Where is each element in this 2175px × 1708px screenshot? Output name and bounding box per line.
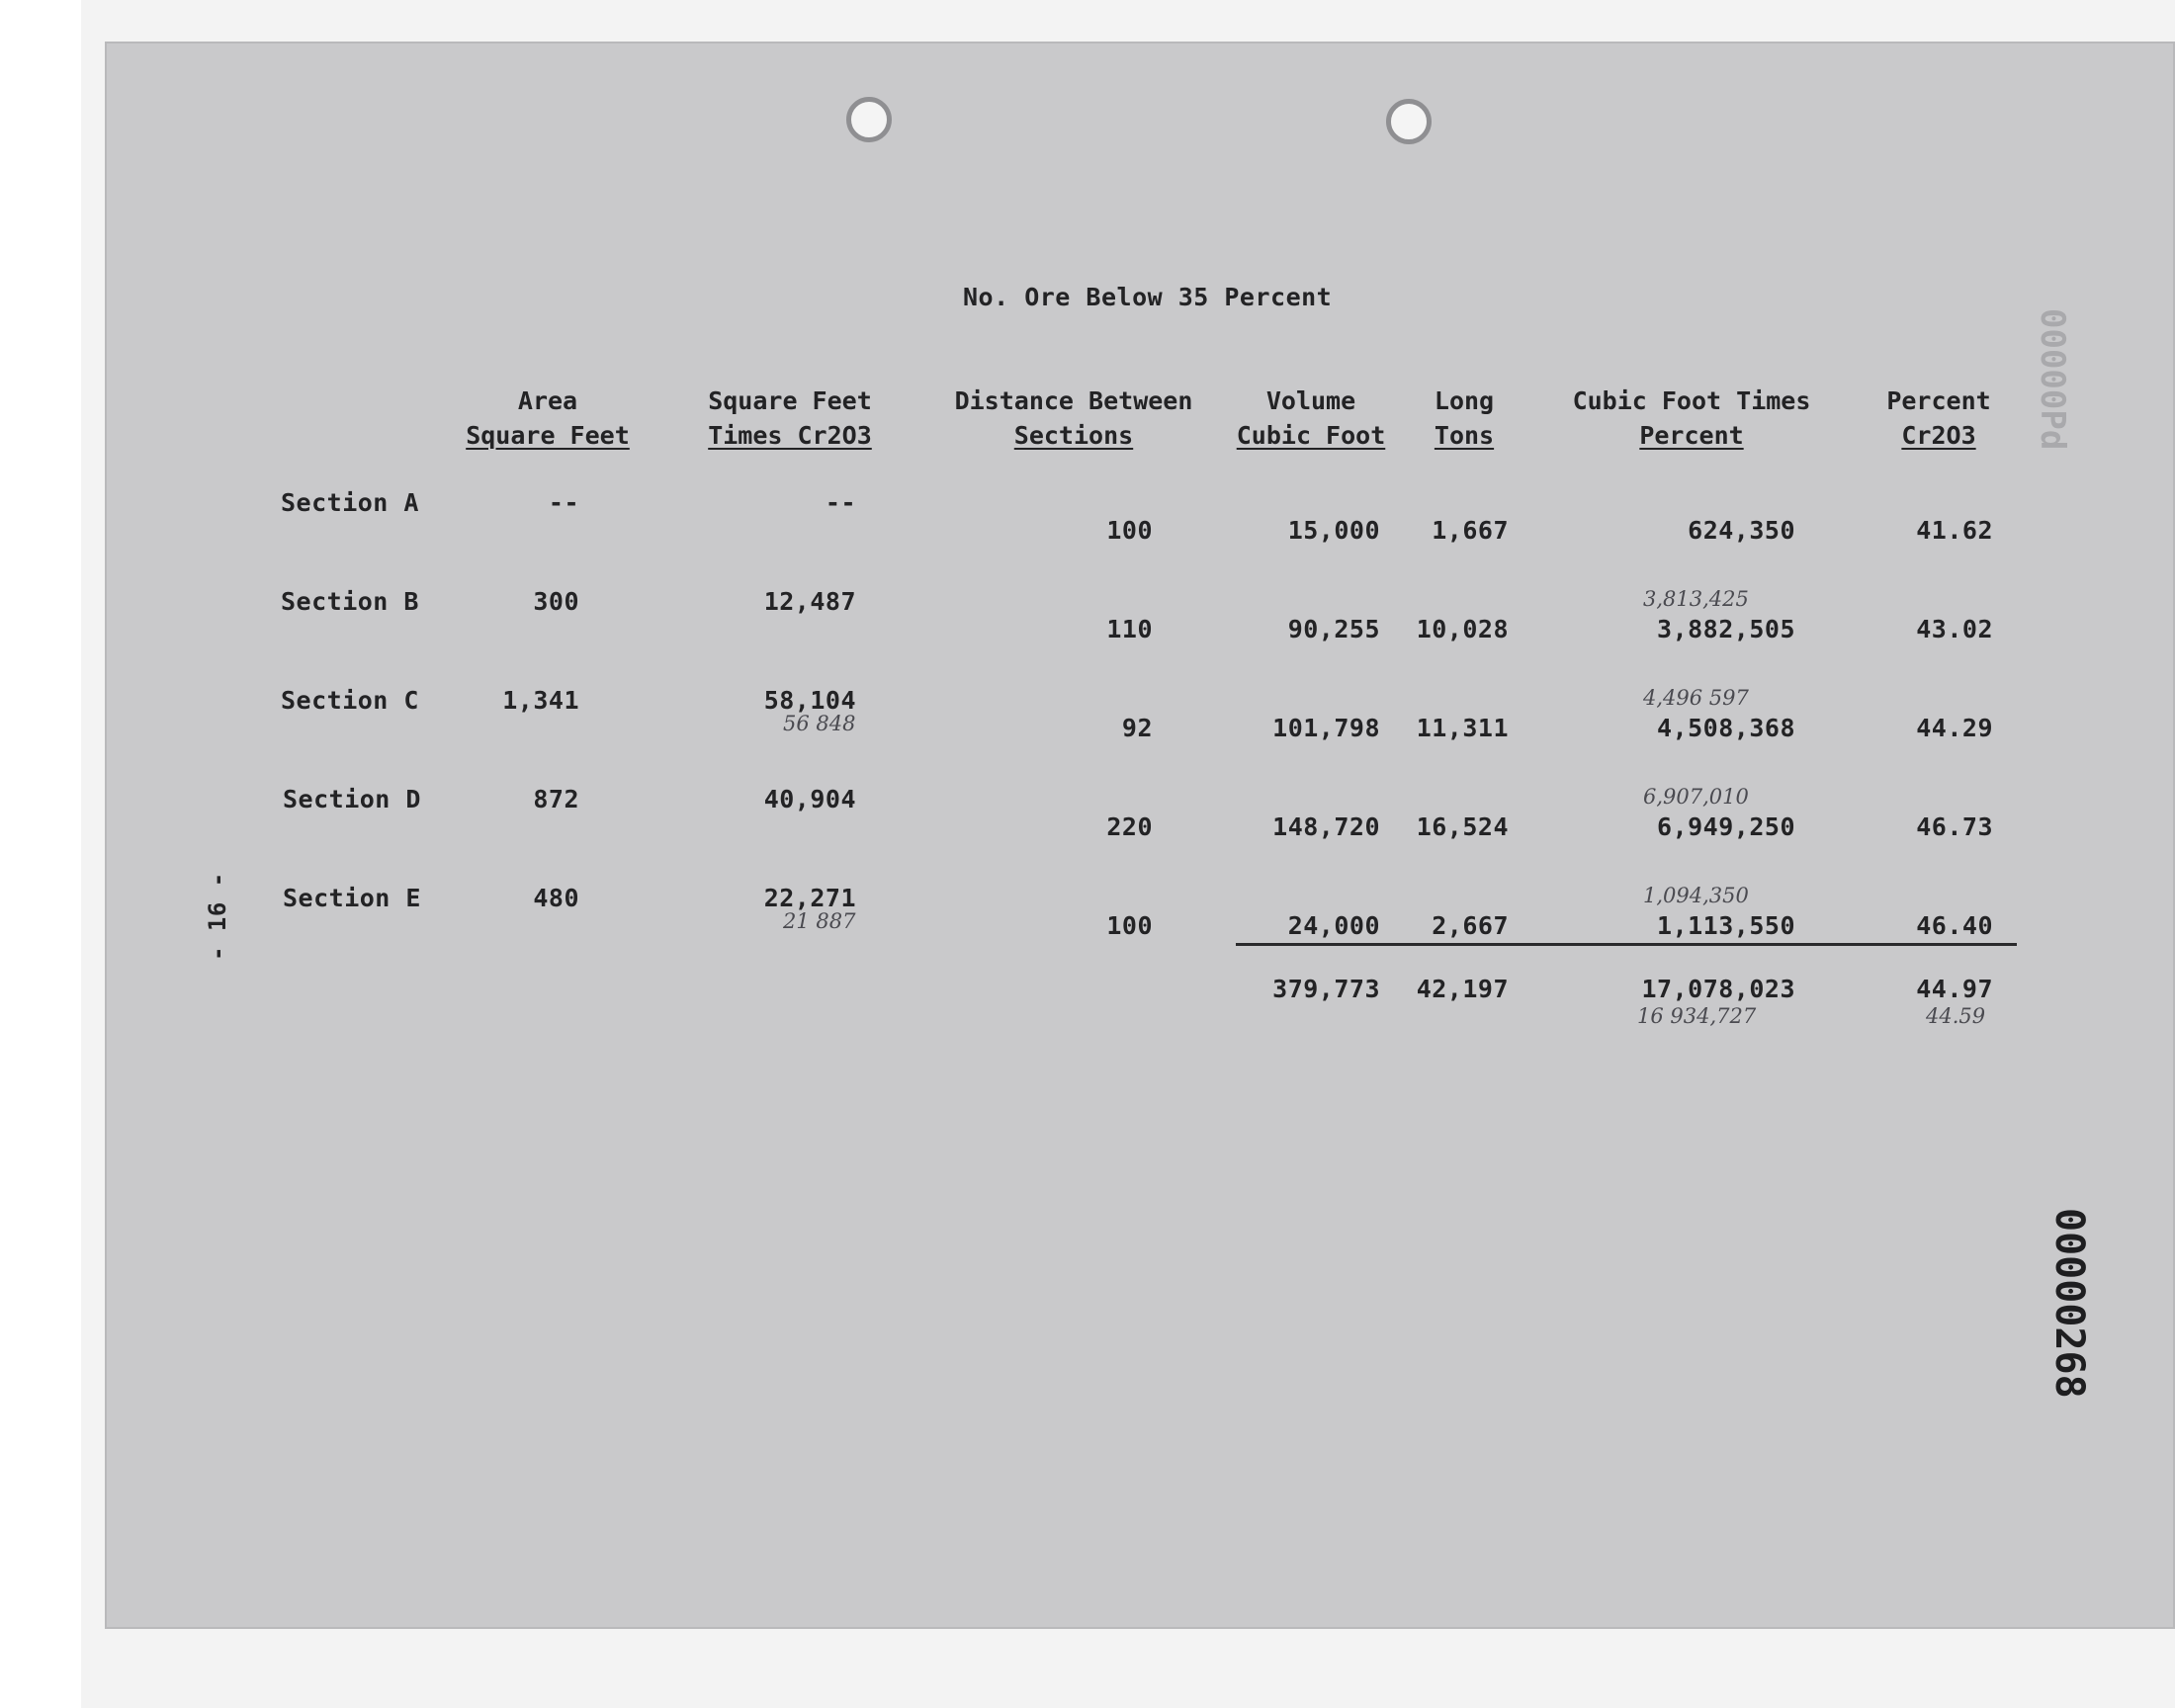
header-volume-line2: Cubic Foot	[1236, 421, 1386, 450]
handwritten-correction: 1,094,350	[1643, 884, 1749, 907]
header-percent	[1865, 384, 2013, 453]
header-distance-line1: Distance Between	[954, 386, 1193, 415]
distance-value: 100	[1106, 516, 1153, 545]
header-volume	[1222, 384, 1400, 453]
section-label: Section E	[283, 884, 421, 912]
percent-value: 44.29	[1916, 714, 1993, 742]
header-sqft-times-line2: Times Cr2O3	[708, 421, 872, 450]
punch-hole-right	[1386, 99, 1432, 144]
cubic-times-value: 1,113,550	[1657, 911, 1795, 940]
long-tons-value: 1,667	[1432, 516, 1509, 545]
header-cubic-times	[1548, 384, 1835, 453]
long-tons-value: 10,028	[1416, 615, 1509, 643]
percent-value: 46.73	[1916, 812, 1993, 841]
header-long-tons-line2: Tons	[1434, 421, 1495, 450]
volume-value: 15,000	[1287, 516, 1380, 545]
totals-rule	[1236, 943, 2017, 946]
header-volume-line1: Volume	[1265, 386, 1356, 415]
section-label: Section C	[281, 686, 419, 715]
handwritten-correction: 3,813,425	[1643, 587, 1749, 611]
percent-value: 43.02	[1916, 615, 1993, 643]
header-long-tons-line1: Long	[1434, 386, 1495, 415]
long-tons-value: 16,524	[1416, 812, 1509, 841]
header-area-line2: Square Feet	[466, 421, 630, 450]
section-label: Section B	[281, 587, 419, 616]
long-tons-value: 2,667	[1432, 911, 1509, 940]
percent-value: 46.40	[1916, 911, 1993, 940]
volume-value: 24,000	[1287, 911, 1380, 940]
area-value: 480	[533, 884, 579, 912]
header-sqft-times	[676, 384, 904, 453]
header-cubic-times-line2: Percent	[1639, 421, 1744, 450]
handwritten-correction-total: 16 934,727	[1637, 1004, 1757, 1028]
total-volume: 379,773	[1272, 975, 1380, 1003]
punch-hole-left	[846, 97, 892, 142]
header-long-tons	[1410, 384, 1519, 453]
volume-value: 90,255	[1287, 615, 1380, 643]
sqft-times-value: 40,904	[763, 785, 856, 813]
header-cubic-times-line1: Cubic Foot Times	[1572, 386, 1811, 415]
distance-value: 92	[1121, 714, 1153, 742]
sqft-times-value: 12,487	[763, 587, 856, 616]
area-value: --	[548, 488, 579, 517]
handwritten-correction: 21 887	[783, 909, 856, 933]
cubic-times-value: 4,508,368	[1657, 714, 1795, 742]
cubic-times-value: 3,882,505	[1657, 615, 1795, 643]
percent-value: 41.62	[1916, 516, 1993, 545]
total-long-tons: 42,197	[1416, 975, 1509, 1003]
volume-value: 101,798	[1272, 714, 1380, 742]
header-distance-line2: Sections	[1013, 421, 1134, 450]
sqft-times-value: 58,104	[763, 686, 856, 715]
header-distance	[925, 384, 1222, 453]
header-percent-line2: Cr2O3	[1901, 421, 1976, 450]
handwritten-correction: 56 848	[783, 712, 856, 735]
header-percent-line1: Percent	[1886, 386, 1991, 415]
volume-value: 148,720	[1272, 812, 1380, 841]
faded-stamp-number: 00000Pd	[2033, 308, 2072, 451]
sqft-times-value: 22,271	[763, 884, 856, 912]
header-area-line1: Area	[517, 386, 578, 415]
area-value: 300	[533, 587, 579, 616]
distance-value: 110	[1106, 615, 1153, 643]
distance-value: 220	[1106, 812, 1153, 841]
total-percent: 44.97	[1916, 975, 1993, 1003]
handwritten-correction: 6,907,010	[1643, 785, 1749, 809]
page-number: - 16 -	[204, 872, 231, 961]
sqft-times-value: --	[825, 488, 856, 517]
cubic-times-value: 624,350	[1688, 516, 1795, 545]
total-cubic-times: 17,078,023	[1641, 975, 1795, 1003]
stamp-number: 00000268	[2046, 1208, 2092, 1399]
handwritten-correction-percent: 44.59	[1926, 1004, 1986, 1028]
long-tons-value: 11,311	[1416, 714, 1509, 742]
section-label: Section D	[283, 785, 421, 813]
distance-value: 100	[1106, 911, 1153, 940]
area-value: 1,341	[502, 686, 579, 715]
table-title: No. Ore Below 35 Percent	[963, 283, 1333, 311]
document-page	[105, 42, 2175, 1629]
section-label: Section A	[281, 488, 419, 517]
scan-margin	[0, 0, 81, 1708]
cubic-times-value: 6,949,250	[1657, 812, 1795, 841]
handwritten-correction: 4,496 597	[1643, 686, 1749, 710]
header-sqft-times-line1: Square Feet	[708, 386, 872, 415]
header-area	[439, 384, 656, 453]
area-value: 872	[533, 785, 579, 813]
